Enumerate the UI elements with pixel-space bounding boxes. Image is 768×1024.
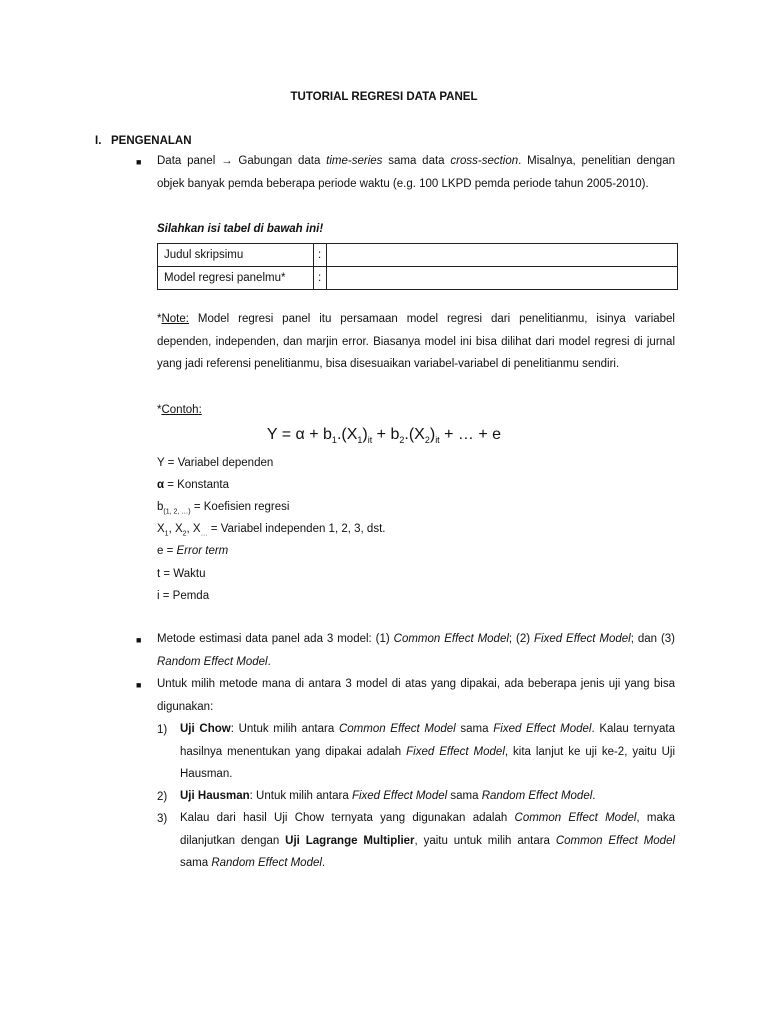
definition-e: e = Error term xyxy=(157,545,229,557)
table-cell-separator: : xyxy=(314,267,327,290)
bullet-icon: ■ xyxy=(136,157,142,167)
table-cell-label: Model regresi panelmu* xyxy=(158,267,314,290)
section-number: I. xyxy=(95,135,102,147)
definition-y: Y = Variabel dependen xyxy=(157,457,274,469)
bullet-paragraph-test-types: Untuk milih metode mana di antara 3 model di atas yang dipakai, ada beberapa jenis uji yang bisa digunakan: xyxy=(157,678,675,713)
table-row xyxy=(158,267,678,290)
section-heading: PENGENALAN xyxy=(111,135,192,147)
definition-x: $X_1$, $X_2$, $X_\dots$ = Variabel independen 1, 2, 3, dst. xyxy=(157,523,386,538)
table-row xyxy=(158,244,678,267)
fill-in-table xyxy=(157,243,678,290)
list-number: 3) xyxy=(157,813,168,825)
definition-alpha: α = Konstanta xyxy=(157,479,229,491)
list-number: 1) xyxy=(157,724,168,736)
definition-i: i = Pemda xyxy=(157,590,210,602)
table-instruction: Silahkan isi tabel di bawah ini! xyxy=(157,223,324,235)
list-item-uji-chow: Uji Chow: Untuk milih antara Common Effect Model sama Fixed Effect Model. Kalau ternyata hasilnya menentukan yang dipakai adalah Fixed Effect Model, kita lanjut ke uji ke-2, yaitu Uji Hausman. xyxy=(180,723,676,780)
table-cell-separator: : xyxy=(314,244,327,267)
arrow-right-icon: → xyxy=(221,155,233,167)
definition-t: t = Waktu xyxy=(157,568,206,580)
note-label: Note: xyxy=(161,313,189,325)
list-item-uji-hausman: Uji Hausman: Untuk milih antara Fixed Effect Model sama Random Effect Model. xyxy=(180,790,596,802)
bullet-paragraph-data-panel: Data panel → Gabungan data time-series sama data cross-section. Misalnya, penelitian dengan objek banyak pemda beberapa periode waktu (e.g. 100 LKPD pemda periode tahun 2005-2010). xyxy=(157,155,675,190)
bullet-paragraph-estimation-methods: Metode estimasi data panel ada 3 model: (1) Common Effect Model; (2) Fixed Effect Model; dan (3) Random Effect Model. xyxy=(157,633,675,668)
list-number: 2) xyxy=(157,791,168,803)
bullet-icon: ■ xyxy=(136,680,142,690)
table-cell-label: Judul skripsimu xyxy=(158,244,314,267)
regression-formula: $Y = \alpha + b_1.(X_1)_{it} + b_2.(X_2)_{it}$ + … + e xyxy=(266,426,502,446)
example-label: *Contoh: xyxy=(157,404,202,416)
list-item-uji-lagrange: Kalau dari hasil Uji Chow ternyata yang digunakan adalah Common Effect Model, maka dilanjutkan dengan Uji Lagrange Multiplier, yaitu untuk milih antara Common Effect Model sama Random Effect Model. xyxy=(180,812,676,869)
bullet-icon: ■ xyxy=(136,635,142,645)
document-title: TUTORIAL REGRESI DATA PANEL xyxy=(290,91,478,103)
definition-b: $b_{(1, 2, \dots)}$ = Koefisien regresi xyxy=(157,501,290,516)
note-paragraph: *Note: Model regresi panel itu persamaan model regresi dari penelitianmu, isinya variabel dependen, independen, dan marjin error. Biasanya model ini bisa dilihat dari model regresi di jurnal yang jadi referensi penelitianmu, bisa disesuaikan variabel-variabel di penelitianmu sendiri. xyxy=(157,313,675,370)
table-cell-input[interactable] xyxy=(327,244,678,267)
table-cell-input[interactable] xyxy=(327,267,678,290)
